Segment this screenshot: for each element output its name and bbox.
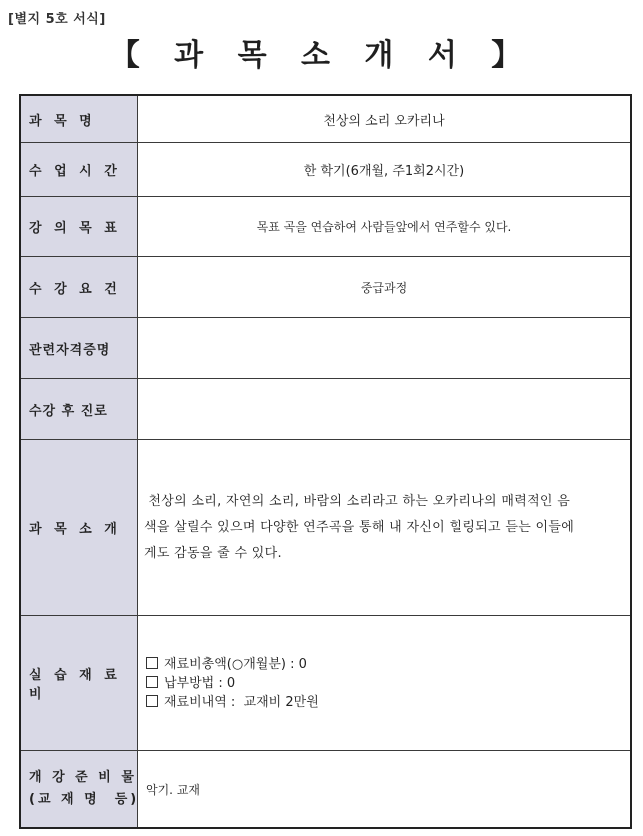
row-objective (20, 197, 631, 257)
requirements-value: 중급과정 (138, 257, 632, 318)
row-class-time (20, 143, 631, 197)
materials-item-details (146, 693, 630, 712)
checkbox-icon (146, 657, 158, 669)
career-label: 수강 후 진로 (20, 379, 138, 440)
preparation-label-line-2: (교 재 명 등) (29, 792, 140, 807)
objective-value: 목표 곡을 연습하여 사람들앞에서 연주할수 있다. (138, 197, 632, 257)
class-time-value: 한 학기(6개월, 주1회2시간) (138, 143, 632, 197)
introduction-label: 과 목 소 개 (20, 440, 138, 616)
objective-label: 강 의 목 표 (20, 197, 138, 257)
row-preparation (20, 751, 631, 829)
introduction-line-3: 게도 감동을 줄 수 있다. (144, 545, 282, 561)
certificate-label: 관련자격증명 (20, 318, 138, 379)
row-career (20, 379, 631, 440)
row-introduction (20, 440, 631, 616)
preparation-label-line-1: 개 강 준 비 물 (29, 770, 137, 785)
materials-item-total (146, 655, 630, 674)
class-time-label: 수 업 시 간 (20, 143, 138, 197)
career-value (138, 379, 632, 440)
materials-label: 실 습 재 료 비 (20, 616, 138, 751)
introduction-line-1: 천상의 소리, 자연의 소리, 바람의 소리라고 하는 오카리나의 매력적인 음 (144, 493, 571, 509)
materials-item-total-text: 재료비총액(○개월분) : 0 (164, 656, 307, 672)
row-requirements (20, 257, 631, 318)
document-title: 【 과 목 소 개 서 】 (109, 38, 534, 73)
form-number-label: [별지 5호 서식] (8, 12, 106, 27)
materials-item-payment (146, 674, 630, 693)
materials-item-details-text: 재료비내역 : 교재비 2만원 (164, 694, 319, 710)
materials-item-payment-text: 납부방법 : 0 (164, 675, 236, 691)
course-name-label: 과 목 명 (20, 95, 138, 143)
certificate-value (138, 318, 632, 379)
checkbox-icon (146, 676, 158, 688)
course-name-value: 천상의 소리 오카리나 (138, 95, 632, 143)
row-course-name (20, 95, 631, 143)
course-intro-table (19, 94, 632, 829)
introduction-value (138, 440, 632, 616)
materials-value (138, 616, 632, 751)
row-certificate (20, 318, 631, 379)
introduction-line-2: 색을 살릴수 있으며 다양한 연주곡을 통해 내 자신이 힐링되고 듣는 이들에 (144, 519, 575, 535)
preparation-value: 악기. 교재 (138, 751, 632, 829)
requirements-label: 수 강 요 건 (20, 257, 138, 318)
preparation-label (20, 751, 138, 829)
checkbox-icon (146, 695, 158, 707)
row-materials (20, 616, 631, 751)
